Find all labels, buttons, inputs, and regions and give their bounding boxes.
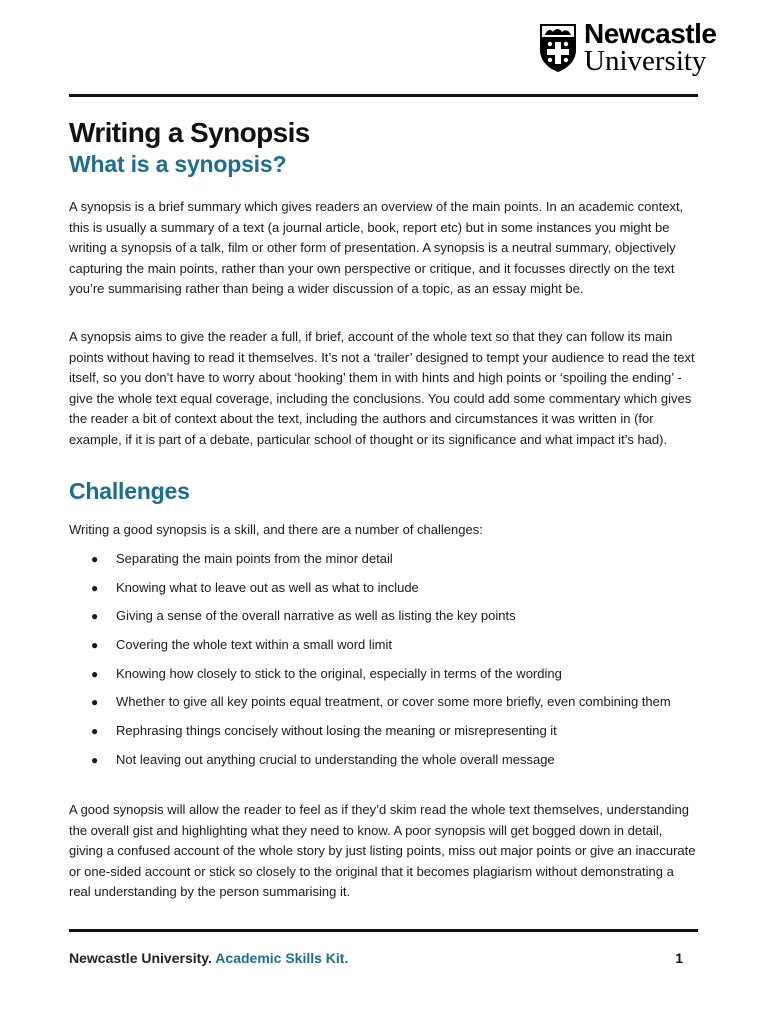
footer-kit-link[interactable]: Academic Skills Kit (215, 950, 345, 966)
crest-icon (538, 22, 578, 74)
list-item (69, 578, 699, 599)
list-item-text: Knowing how closely to stick to the original, especially in terms of the wording (116, 665, 562, 681)
list-item-text: Separating the main points from the minor detail (116, 551, 393, 566)
list-item (69, 549, 699, 570)
section-heading-what-is: What is a synopsis? (69, 151, 287, 177)
paragraph-definition: A synopsis is a brief summary which gives readers an overview of the main points. In an academic context, this is usually a summary of a text (a journal article, book, report etc) but in some instances you might be writing a synopsis of a talk, film or other form of presentation. A synopsis is a neutral summary, objectively capturing the main points, rather than your own perspective or critique, and it focusses directly on the text you’re summarising rather than being a wider discussion of a topic, as an essay might be. (69, 199, 684, 296)
logo-line-1: Newcastle (584, 18, 717, 49)
bullet-icon: ● (91, 580, 99, 595)
bullet-icon: ● (91, 666, 99, 681)
list-item (69, 664, 699, 685)
list-item-text: Knowing what to leave out as well as what to include (116, 579, 419, 595)
section-heading-challenges: Challenges (69, 478, 190, 504)
bullet-icon: ● (91, 638, 99, 653)
bullet-icon: ● (91, 552, 99, 566)
bullet-icon: ● (91, 724, 99, 739)
header-divider (69, 94, 698, 97)
page-title: Writing a Synopsis (69, 117, 310, 148)
bullet-icon: ● (91, 695, 99, 710)
list-item-text: Rephrasing things concisely without losing the meaning or misrepresenting it (116, 723, 557, 739)
paragraph-challenges-intro: Writing a good synopsis is a skill, and there are a number of challenges: (69, 522, 483, 537)
list-item (69, 692, 699, 713)
page-number: 1 (675, 950, 683, 966)
bullet-icon: ● (91, 752, 99, 767)
footer-university: Newcastle University. (69, 950, 212, 966)
list-item-text: Not leaving out anything crucial to understanding the whole overall message (116, 751, 555, 767)
paragraph-aims: A synopsis aims to give the reader a full, if brief, account of the whole text so that they can follow its main points without having to read it themselves. It’s not a ‘trailer’ designed to tempt your audience to read the text itself, so you don’t have to worry about ‘hooking’ them in with hints and high points or ‘spoiling the ending’ - give the whole text equal coverage, including the conclusions. You could add some commentary which gives the reader a bit of context about the text, including the authors and circumstances it was written in (for example, if it is part of a debate, particular school of thought or its significance and what impact it’s had). (69, 329, 695, 447)
list-item (69, 635, 699, 656)
page-footer (69, 950, 699, 966)
footer-kit-suffix: . (344, 950, 349, 966)
university-logo (538, 20, 738, 78)
list-item-text: Covering the whole text within a small word limit (116, 637, 392, 653)
list-item (69, 606, 699, 627)
challenges-list (69, 549, 699, 779)
list-item-text: Whether to give all key points equal treatment, or cover some more briefly, even combining them (116, 694, 671, 710)
paragraph-conclusion: A good synopsis will allow the reader to feel as if they’d skim read the whole text themselves, understanding the overall gist and highlighting what they need to know. A poor synopsis will get bogged down in detail, giving a confused account of the whole story by just listing points, miss out major points or give an inaccurate or one-sided account or stick so closely to the original that it becomes plagiarism without demonstrating a real understanding by the person summarising it. (69, 802, 696, 899)
logo-line-2: University (584, 45, 707, 77)
list-item (69, 721, 699, 742)
list-item-text: Giving a sense of the overall narrative as well as listing the key points (116, 608, 516, 624)
bullet-icon: ● (91, 609, 99, 624)
footer-divider (69, 929, 698, 932)
list-item (69, 750, 699, 771)
